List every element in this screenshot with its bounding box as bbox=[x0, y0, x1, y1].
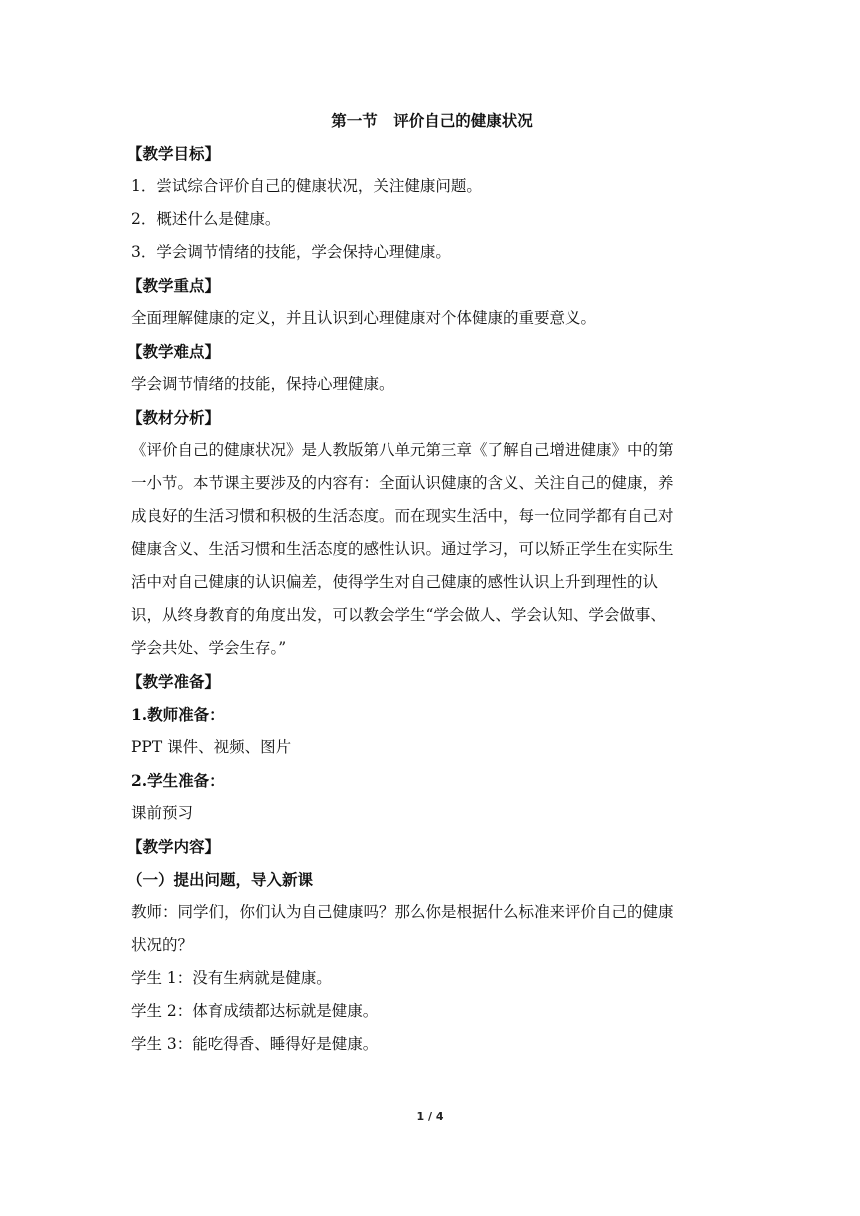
teacher-question-line: 教师：同学们，你们认为自己健康吗？那么你是根据什么标准来评价自己的健康 bbox=[131, 903, 674, 921]
content-heading: 【教学内容】 bbox=[127, 837, 221, 856]
student-prep-label: 2.学生准备： bbox=[131, 771, 225, 790]
teacher-question-line: 状况的？ bbox=[131, 936, 194, 954]
page-number: 1 / 4 bbox=[416, 1110, 444, 1123]
objective-item: 3．学会调节情绪的技能，学会保持心理健康。 bbox=[131, 243, 451, 261]
difficulties-heading: 【教学难点】 bbox=[127, 342, 221, 361]
difficulties-text: 学会调节情绪的技能，保持心理健康。 bbox=[131, 375, 395, 393]
part1-heading: （一）提出问题，导入新课 bbox=[127, 870, 314, 889]
analysis-heading: 【教材分析】 bbox=[127, 408, 221, 427]
document-title: 第一节 评价自己的健康状况 bbox=[331, 111, 533, 130]
objective-item: 1．尝试综合评价自己的健康状况，关注健康问题。 bbox=[131, 177, 482, 195]
document-body bbox=[127, 104, 733, 1061]
analysis-line: 识，从终身教育的角度出发，可以教会学生“学会做人、学会认知、学会做事、 bbox=[131, 606, 666, 624]
student-answer: 学生 2：体育成绩都达标就是健康。 bbox=[131, 1002, 379, 1020]
analysis-line: 成良好的生活习惯和积极的生活态度。而在现实生活中，每一位同学都有自己对 bbox=[131, 507, 674, 525]
key-points-text: 全面理解健康的定义，并且认识到心理健康对个体健康的重要意义。 bbox=[131, 309, 597, 327]
student-prep-text: 课前预习 bbox=[131, 804, 194, 822]
preparation-heading: 【教学准备】 bbox=[127, 672, 221, 691]
student-answer: 学生 3：能吃得香、睡得好是健康。 bbox=[131, 1035, 379, 1053]
analysis-line: 活中对自己健康的认识偏差，使得学生对自己健康的感性认识上升到理性的认 bbox=[131, 573, 659, 591]
analysis-line: 《评价自己的健康状况》是人教版第八单元第三章《了解自己增进健康》中的第 bbox=[131, 441, 674, 459]
key-points-heading: 【教学重点】 bbox=[127, 276, 221, 295]
objective-item: 2．概述什么是健康。 bbox=[131, 210, 281, 228]
analysis-line: 一小节。本节课主要涉及的内容有：全面认识健康的含义、关注自己的健康，养 bbox=[131, 474, 674, 492]
teacher-prep-text: PPT 课件、视频、图片 bbox=[131, 738, 292, 756]
analysis-line: 健康含义、生活习惯和生活态度的感性认识。通过学习，可以矫正学生在实际生 bbox=[131, 540, 674, 558]
objectives-heading: 【教学目标】 bbox=[127, 144, 221, 163]
analysis-line: 学会共处、学会生存。” bbox=[131, 639, 287, 657]
teacher-prep-label: 1.教师准备： bbox=[131, 705, 225, 724]
student-answer: 学生 1：没有生病就是健康。 bbox=[131, 969, 332, 987]
